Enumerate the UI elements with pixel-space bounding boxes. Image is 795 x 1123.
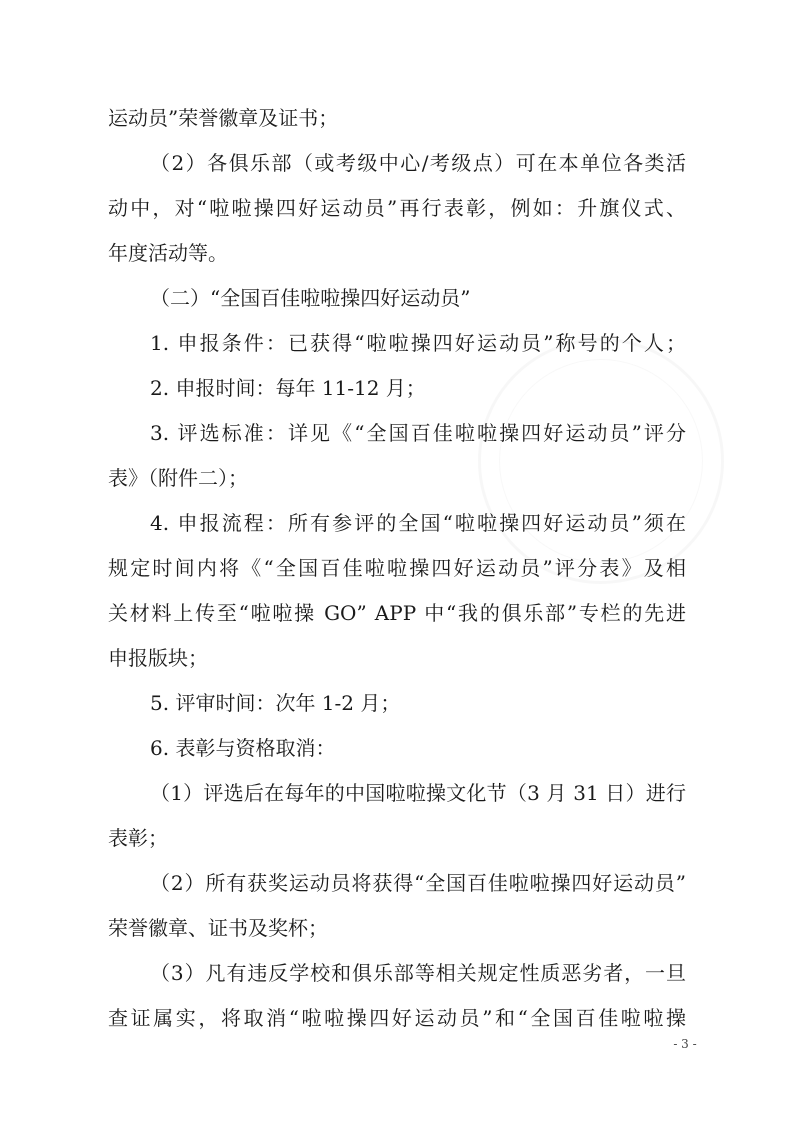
section-heading-two: （二）“全国百佳啦啦操四好运动员” (150, 286, 471, 310)
list-item-2: 2. 申报时间：每年 11-12 月； (150, 376, 426, 400)
list-item-4-line-4: 申报版块； (108, 646, 208, 670)
list-item-5: 5. 评审时间：次年 1-2 月； (150, 691, 401, 715)
list-item-4-line-3: 关材料上传至“啦啦操 GO” APP 中“我的俱乐部”专栏的先进 (108, 601, 686, 625)
document-body (108, 96, 686, 1041)
sub-item-3-continued: 查证属实，将取消“啦啦操四好运动员”和“全国百佳啦啦操 (108, 1006, 686, 1030)
sub-item-1: （1）评选后在每年的中国啦啦操文化节（3 月 31 日）进行 (150, 781, 686, 805)
paragraph-line-3: 动中，对“啦啦操四好运动员”再行表彰，例如：升旗仪式、 (108, 196, 686, 220)
list-item-3-continued: 表》（附件二）； (108, 466, 248, 490)
sub-item-1-continued: 表彰； (108, 826, 168, 850)
paragraph-line-1: 运动员”荣誉徽章及证书； (108, 106, 339, 130)
list-item-3: 3. 评选标准：详见《“全国百佳啦啦操四好运动员”评分 (150, 421, 686, 445)
paragraph-line-4: 年度活动等。 (108, 241, 228, 265)
sub-item-2-continued: 荣誉徽章、证书及奖杯； (108, 916, 328, 940)
list-item-1: 1. 申报条件：已获得“啦啦操四好运动员”称号的个人； (150, 331, 686, 355)
paragraph-line-2: （2）各俱乐部（或考级中心/考级点）可在本单位各类活 (150, 151, 686, 175)
list-item-4: 4. 申报流程：所有参评的全国“啦啦操四好运动员”须在 (150, 511, 686, 535)
list-item-6: 6. 表彰与资格取消： (150, 736, 336, 760)
sub-item-2: （2）所有获奖运动员将获得“全国百佳啦啦操四好运动员” (150, 871, 686, 895)
page-number: - 3 - (673, 1037, 697, 1051)
list-item-4-line-2: 规定时间内将《“全国百佳啦啦操四好运动员”评分表》及相 (108, 556, 686, 580)
sub-item-3: （3）凡有违反学校和俱乐部等相关规定性质恶劣者，一旦 (150, 961, 686, 985)
